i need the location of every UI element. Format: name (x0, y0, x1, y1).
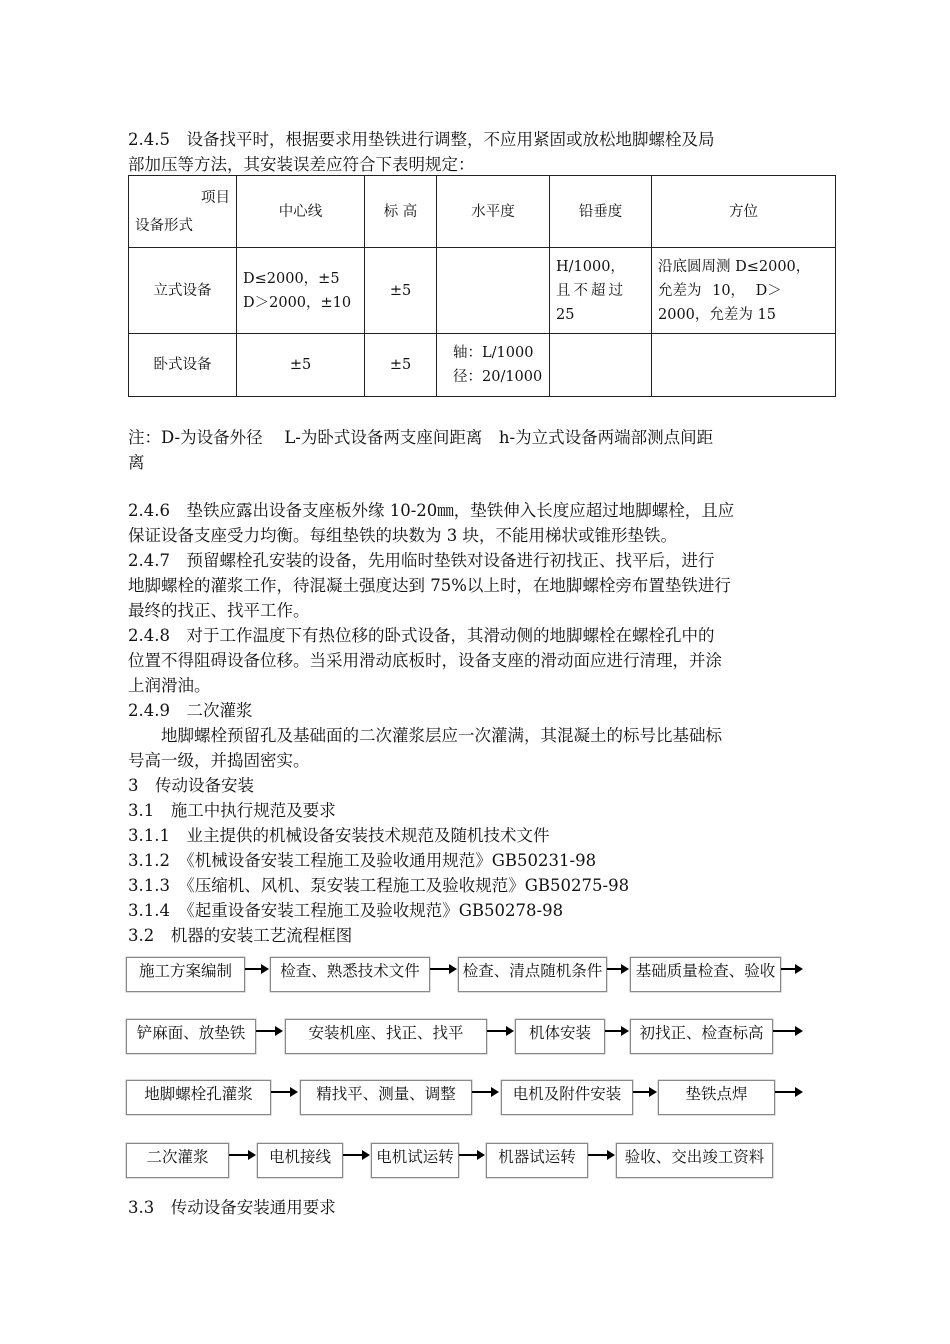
para-2-4-7-line-2: 地脚螺栓的灌浆工作，待混凝土强度达到 75%以上时，在地脚螺栓旁布置垫铁进行 (128, 576, 731, 595)
corner-bottom-label: 设备形式 (135, 217, 193, 234)
intro-line-1: 2.4.5 设备找平时，根据要求用垫铁进行调整，不应用紧固或放松地脚螺栓及局 (128, 130, 715, 149)
flow-step: 基础质量检查、验收 (630, 957, 781, 992)
item-3-1-3: 3.1.3 《压缩机、风机、泵安装工程施工及验收规范》GB50275-98 (128, 876, 630, 895)
item-3-1-1: 3.1.1 业主提供的机械设备安装技术规范及随机技术文件 (128, 826, 550, 845)
flow-arrow (245, 964, 269, 974)
flow-step: 初找正、检查标高 (630, 1019, 773, 1054)
flow-step: 电机接线 (257, 1143, 343, 1178)
heading-3-2: 3.2 机器的安装工艺流程框图 (128, 926, 353, 945)
item-3-1-2: 3.1.2 《机械设备安装工程施工及验收通用规范》GB50231-98 (128, 851, 597, 870)
cell-elevation: ±5 (365, 334, 437, 397)
cell-line: 沿底圆周测 D≤2000， (658, 258, 811, 275)
cell-line: 轴：L/1000 (453, 345, 534, 361)
cell-line: 2000，允差为 15 (658, 306, 776, 323)
cell-vertical (550, 248, 652, 334)
row-label-vertical-equipment: 立式设备 (129, 248, 237, 334)
note-line-1: 注：D-为设备外径 L-为卧式设备两支座间距离 h-为立式设备两端部测点间距 (128, 428, 714, 447)
para-2-4-7-line-3: 最终的找正、找平工作。 (128, 601, 310, 620)
cell-line: 且不超过 (556, 282, 626, 299)
flow-step: 验收、交出竣工资料 (616, 1143, 773, 1178)
table-corner-cell (129, 176, 237, 248)
flow-arrow (487, 1026, 514, 1036)
cell-level (437, 248, 550, 334)
flow-step: 垫铁点焊 (658, 1080, 775, 1115)
row-label-horizontal-equipment: 卧式设备 (129, 334, 237, 397)
flow-arrow (775, 1087, 803, 1097)
flow-step: 安装机座、找正、找平 (285, 1019, 487, 1054)
flow-step: 检查、熟悉技术文件 (270, 957, 430, 992)
flow-step: 铲麻面、放垫铁 (126, 1019, 256, 1054)
cell-level (437, 334, 550, 397)
header-center-line: 中心线 (237, 176, 365, 248)
flow-arrow (229, 1150, 256, 1160)
flow-arrow (588, 1150, 615, 1160)
flow-step: 检查、清点随机条件 (458, 957, 607, 992)
flow-step: 电机试运转 (371, 1143, 459, 1178)
para-2-4-9-line-1: 地脚螺栓预留孔及基础面的二次灌浆层应一次灌满，其混凝土的标号比基础标 (128, 726, 722, 745)
cell-line: D≤2000，±5 (243, 270, 340, 287)
cell-orientation (652, 248, 836, 334)
flow-arrow (271, 1087, 298, 1097)
flow-step: 施工方案编制 (126, 957, 245, 992)
header-level: 水平度 (437, 176, 550, 248)
table-row (129, 248, 836, 334)
flow-arrow (605, 1026, 629, 1036)
note-line-2: 离 (128, 453, 145, 472)
para-2-4-7-line-1: 2.4.7 预留螺栓孔安装的设备，先用临时垫铁对设备进行初找正、找平后，进行 (128, 551, 715, 570)
para-2-4-8-line-3: 上润滑油。 (128, 676, 211, 695)
heading-2-4-9: 2.4.9 二次灌浆 (128, 701, 253, 720)
flow-step: 机体安装 (515, 1019, 605, 1054)
corner-top-label: 项目 (201, 189, 230, 206)
cell-center-line: ±5 (237, 334, 365, 397)
flow-arrow (773, 1026, 803, 1036)
cell-line: 允差为 10， D＞ (658, 282, 782, 299)
heading-3: 3 传动设备安装 (128, 776, 254, 795)
cell-line: D＞2000，±10 (243, 294, 352, 311)
item-3-1-4: 3.1.4 《起重设备安装工程施工及验收规范》GB50278-98 (128, 901, 564, 920)
heading-3-1: 3.1 施工中执行规范及要求 (128, 801, 336, 820)
flow-arrow (633, 1087, 657, 1097)
flow-arrow (343, 1150, 370, 1160)
para-2-4-8-line-1: 2.4.8 对于工作温度下有热位移的卧式设备，其滑动侧的地脚螺栓在螺栓孔中的 (128, 626, 715, 645)
flow-arrow (781, 964, 803, 974)
flow-arrow (472, 1087, 499, 1097)
cell-line: 径：20/1000 (453, 369, 543, 385)
flow-arrow (607, 964, 629, 974)
para-2-4-6-line-2: 保证设备支座受力均衡。每组垫铁的块数为 3 块，不能用梯状或锥形垫铁。 (128, 526, 677, 545)
header-orientation: 方位 (652, 176, 836, 248)
cell-elevation: ±5 (365, 248, 437, 334)
table-header-row (129, 176, 836, 248)
flow-step: 机器试运转 (486, 1143, 588, 1178)
flow-step: 电机及附件安装 (501, 1080, 633, 1115)
intro-line-2: 部加压等方法，其安装误差应符合下表明规定： (128, 155, 475, 174)
cell-center-line (237, 248, 365, 334)
table-row (129, 334, 836, 397)
heading-3-3: 3.3 传动设备安装通用要求 (128, 1198, 336, 1217)
cell-orientation (652, 334, 836, 397)
para-2-4-8-line-2: 位置不得阻碍设备位移。当采用滑动底板时，设备支座的滑动面应进行清理，并涂 (128, 651, 722, 670)
para-2-4-6-line-1: 2.4.6 垫铁应露出设备支座板外缘 10-20㎜，垫铁伸入长度应超过地脚螺栓，且应 (128, 501, 735, 520)
cell-line: 25 (556, 306, 575, 323)
header-elevation: 标 高 (365, 176, 437, 248)
flow-step: 地脚螺栓孔灌浆 (126, 1080, 271, 1115)
cell-line: H/1000， (556, 258, 625, 275)
flow-arrow (459, 1150, 485, 1160)
flow-step: 精找平、测量、调整 (300, 1080, 472, 1115)
cell-vertical (550, 334, 652, 397)
para-2-4-9-line-2: 号高一级，并捣固密实。 (128, 751, 310, 770)
flow-arrow (256, 1026, 283, 1036)
tolerance-table (128, 175, 836, 397)
flow-step: 二次灌浆 (126, 1143, 229, 1178)
header-vertical: 铅垂度 (550, 176, 652, 248)
flow-arrow (430, 964, 457, 974)
